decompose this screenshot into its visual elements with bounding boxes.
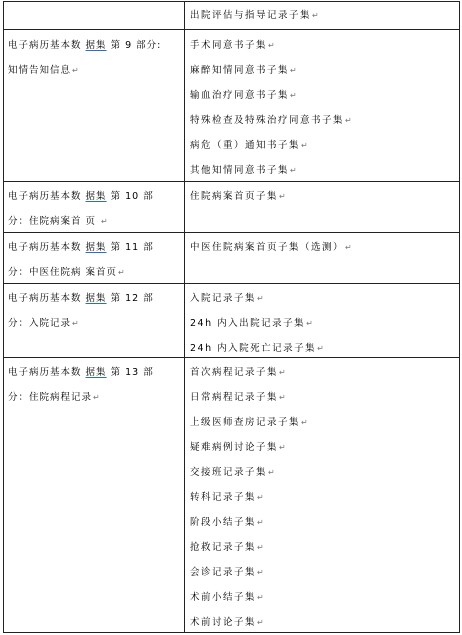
list-item: 交接班记录子集↵: [190, 467, 275, 478]
left-cell: 电子病历基本数 据集 第 12 部 分：入院记录↵: [8, 293, 154, 329]
list-item: 24h 内入出院记录子集↵: [190, 318, 313, 329]
table-row: [4, 181, 459, 232]
column-divider: [184, 284, 185, 357]
list-item: 日常病程记录子集↵: [190, 392, 286, 403]
column-divider: [184, 182, 185, 232]
column-divider: [184, 2, 185, 29]
list-item: 住院病案首页子集↵: [190, 191, 286, 202]
left-cell: 电子病历基本数 据集 第 11 部 分：中医住院病 案首页↵: [8, 242, 154, 278]
list-item: 出院评估与指导记录子集↵: [190, 10, 319, 21]
list-item: 特殊检查及特殊治疗同意书子集↵: [190, 115, 352, 126]
list-item: 疑难病例讨论子集↵: [190, 442, 286, 453]
table-row: [4, 357, 459, 633]
list-item: 中医住院病案首页子集（选测）↵: [190, 242, 352, 253]
column-divider: [184, 30, 185, 181]
right-cell: [190, 360, 455, 635]
table-row: [4, 232, 459, 283]
list-item: 手术同意书子集↵: [190, 40, 275, 51]
right-cell: [190, 235, 455, 260]
left-cell: 电子病历基本数 据集 第 10 部 分：住院病案首 页 ↵: [8, 191, 154, 227]
column-divider: [184, 233, 185, 283]
column-divider: [184, 358, 185, 632]
right-cell: [190, 33, 455, 183]
list-item: 24h 内入院死亡记录子集↵: [190, 343, 324, 354]
table-row: [4, 1, 459, 29]
list-item: 抢救记录子集↵: [190, 542, 264, 553]
list-item: 首次病程记录子集↵: [190, 367, 286, 378]
list-item: 麻醉知情同意书子集↵: [190, 65, 297, 76]
right-cell: [190, 286, 455, 361]
data-table: [3, 1, 460, 633]
list-item: 会诊记录子集↵: [190, 567, 264, 578]
list-item: 输血治疗同意书子集↵: [190, 90, 297, 101]
list-item: 其他知情同意书子集↵: [190, 165, 297, 176]
right-cell: [190, 3, 455, 28]
list-item: 转科记录子集↵: [190, 492, 264, 503]
left-cell: 电子病历基本数 据集 第 13 部 分：住院病程记录↵: [8, 367, 154, 403]
list-item: 入院记录子集↵: [190, 293, 264, 304]
left-cell: 电子病历基本数 据集 第 9 部分: 知情告知信息↵: [8, 40, 162, 76]
list-item: 上级医师查房记录子集↵: [190, 417, 308, 428]
list-item: 阶段小结子集↵: [190, 517, 264, 528]
list-item: 术前讨论子集↵: [190, 617, 264, 628]
table-row: [4, 283, 459, 357]
list-item: 病危（重）通知书子集↵: [190, 140, 308, 151]
right-cell: [190, 184, 455, 209]
table-row: [4, 29, 459, 181]
list-item: 术前小结子集↵: [190, 592, 264, 603]
